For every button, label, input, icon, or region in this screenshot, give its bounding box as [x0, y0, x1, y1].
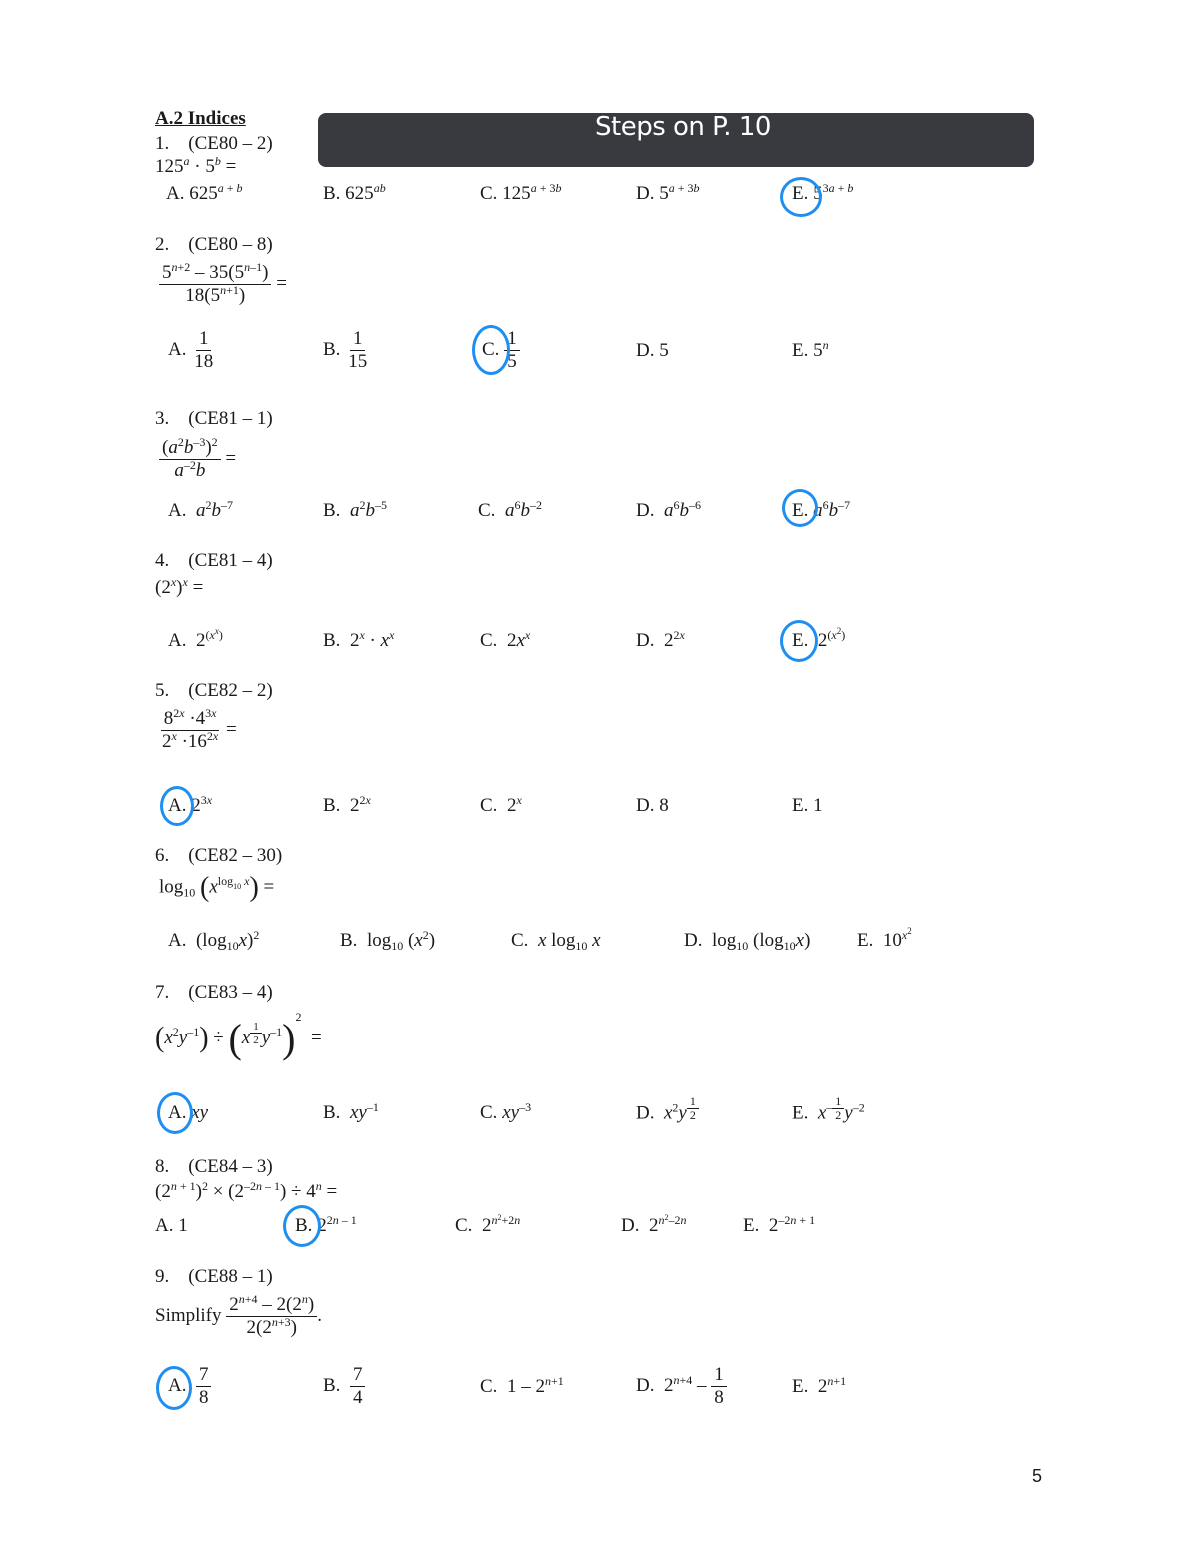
- q3-option-a: A. $a^2b^{-7}$: [168, 498, 233, 521]
- q2-option-d: D. 5: [636, 340, 669, 361]
- q8-stem: $(2^{n + 1})^2 \times (2^{-2n - 1}) \div 4^n$ =: [155, 1179, 338, 1202]
- answer-circle: [782, 489, 818, 527]
- q1-option-c: C. $125^{a + 3b}$: [480, 181, 562, 204]
- q6-number: 6. (CE82 – 30): [155, 845, 283, 866]
- answer-circle: [156, 1366, 192, 1410]
- answer-circle: [780, 177, 822, 217]
- q5-number: 5. (CE82 – 2): [155, 680, 273, 701]
- q9-option-c: C. $1 - 2^{n+1}$: [480, 1374, 564, 1397]
- q9-stem: Simplify $\frac{2^{n+4} - 2(2^n)}{2(2^{n+3})}$ .: [155, 1292, 322, 1338]
- answer-circle: [283, 1205, 321, 1247]
- q5-option-b: B. $2^{2x}$: [323, 793, 371, 816]
- q3-stem: $\frac{(a^2b^{-3})^2}{a^{-2}b}$ =: [159, 437, 236, 482]
- answer-circle: [160, 786, 194, 826]
- q2-option-a: A. $\frac{1}{18}$: [168, 328, 214, 372]
- q8-option-d: D. $2^{n^2-2n}$: [621, 1213, 687, 1236]
- q8-option-e: E. $2^{-2n + 1}$: [743, 1213, 816, 1236]
- q6-option-e: E. $10^{x^2}$: [857, 926, 912, 951]
- q3-option-e: E. $a^6b^{-7}$: [792, 498, 851, 521]
- q7-option-a: A. xy: [168, 1102, 209, 1123]
- q3-option-c: C. $a^6b^{-2}$: [478, 498, 542, 521]
- q6-option-b: B. $\log_{10} (x^2)$: [340, 928, 436, 953]
- q3-option-d: D. $a^6b^{-6}$: [636, 498, 701, 521]
- q8-option-b: B. $2^{2n - 1}$: [295, 1213, 357, 1236]
- answer-circle: [157, 1092, 193, 1134]
- q6-option-d: D. $\log_{10} (\log_{10}x)$: [684, 930, 811, 953]
- q1-option-e: E. $5^{3a + b}$: [792, 181, 854, 204]
- q3-number: 3. (CE81 – 1): [155, 408, 273, 429]
- q4-stem: $(2^x)^x$ =: [155, 575, 204, 598]
- q1-option-b: B. $625^{ab}$: [323, 181, 386, 204]
- q4-option-e: E. $2^{(x^2)}$: [792, 626, 846, 651]
- q7-number: 7. (CE83 – 4): [155, 982, 273, 1003]
- q6-option-c: C. x $\log_{10} x$: [511, 930, 601, 953]
- answer-circle: [780, 620, 818, 662]
- q9-option-e: E. $2^{n+1}$: [792, 1374, 847, 1397]
- q8-option-a: A. 1: [155, 1215, 188, 1236]
- q5-option-e: E. 1: [792, 795, 823, 816]
- q7-option-d: D. $x^2y$ $^{\frac{1}{2}}$: [636, 1095, 699, 1124]
- q2-option-b: B. $\frac{1}{15}$: [323, 328, 368, 372]
- q4-option-c: C. $2x^x$: [480, 628, 531, 651]
- q9-number: 9. (CE88 – 1): [155, 1266, 273, 1287]
- q4-number: 4. (CE81 – 4): [155, 550, 273, 571]
- q2-option-c: C. $\frac{1}{5}$: [482, 328, 520, 373]
- q7-option-c: C. $xy^{-3}$: [480, 1100, 532, 1123]
- q7-stem: $(x^2y^{-1}) \div (x$ $^{\frac{1}{2}}$ $y^{-1})^2$ =: [155, 1009, 322, 1061]
- q9-option-a: A. $\frac{7}{8}$: [168, 1364, 211, 1409]
- q6-option-a: A. $(\log_{10}x)^2$: [168, 928, 260, 953]
- q7-option-e: E. $x^{- \frac{1}{2}}$ $y^{-2}$: [792, 1094, 865, 1124]
- q4-option-b: B. $2^x \cdot x^x$: [323, 628, 395, 651]
- q9-option-d: D. $2^{n+4}$ – $\frac{1}{8}$: [636, 1364, 727, 1409]
- q5-stem: $\frac{8^{2x} \cdot 4^{3x}}{2^x \cdot 16^{2x}}$ =: [162, 706, 237, 752]
- q6-stem: $\log_{10} (x^{log_{10} x})$ =: [159, 872, 275, 903]
- q2-stem: $\frac{5^{n+2} - 35(5^{n-1})}{18(5^{n+1})}$ =: [159, 262, 287, 307]
- q5-option-c: C. 2$^x$: [480, 793, 522, 816]
- q9-option-b: B. $\frac{7}{4}$: [323, 1364, 365, 1409]
- q8-option-c: C. $2^{n^2+2n}$: [455, 1213, 521, 1236]
- q3-option-b: B. $a^2b^{-5}$: [323, 498, 387, 521]
- q2-number: 2. (CE80 – 8): [155, 234, 273, 255]
- banner-text: Steps on P. 10: [595, 112, 771, 142]
- q7-option-b: B. $xy^{-1}$: [323, 1100, 379, 1123]
- q5-option-d: D. 8: [636, 795, 669, 816]
- q1-stem: $125^a \cdot 5^b$ =: [155, 154, 237, 177]
- q2-option-e: E. 5$^n$: [792, 338, 829, 361]
- page-number: 5: [1032, 1466, 1043, 1486]
- answer-circle: [472, 325, 510, 375]
- q5-option-a: A. $2^{3x}$: [168, 793, 213, 816]
- q8-number: 8. (CE84 – 3): [155, 1156, 273, 1177]
- q1-option-a: A. $625^{a + b}$: [166, 181, 243, 204]
- q4-option-d: D. $2^{2x}$: [636, 628, 685, 651]
- section-title: A.2 Indices: [155, 108, 246, 129]
- q1-number: 1. (CE80 – 2): [155, 133, 273, 154]
- q4-option-a: A. 2$^{(x^x)}$: [168, 626, 223, 651]
- q1-option-d: D. $5^{a + 3b}$: [636, 181, 700, 204]
